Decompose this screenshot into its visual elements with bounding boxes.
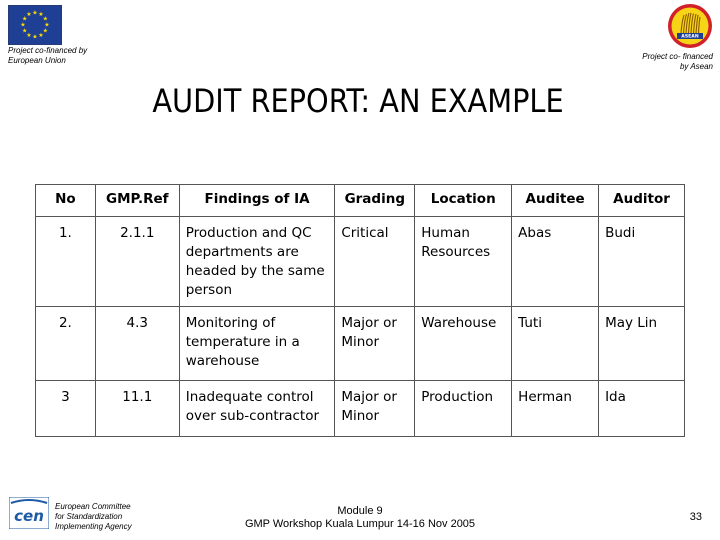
footer	[200, 505, 520, 531]
asean-caption	[593, 52, 713, 72]
cell-location: Human Resources	[415, 217, 512, 307]
header-auditor: Auditor	[599, 185, 685, 217]
cen-caption-line3: Implementing Agency	[55, 522, 132, 531]
cen-caption-line2: for Standardization	[55, 512, 123, 521]
cen-logo-text: cen	[14, 507, 44, 525]
cell-grading: Major or Minor	[335, 307, 415, 381]
cell-gmp-ref: 11.1	[95, 381, 179, 437]
table-row	[36, 307, 685, 381]
footer-workshop: GMP Workshop Kuala Lumpur 14-16 Nov 2005	[244, 518, 476, 530]
header-gmp-ref: GMP.Ref	[95, 185, 179, 217]
svg-text:★: ★	[20, 21, 26, 29]
header-location: Location	[415, 185, 512, 217]
cell-no: 3	[36, 381, 96, 437]
cell-auditee: Herman	[512, 381, 599, 437]
header-auditee: Auditee	[512, 185, 599, 217]
svg-text:★: ★	[22, 27, 28, 35]
svg-text:★: ★	[22, 15, 28, 23]
table-row	[36, 381, 685, 437]
cell-location: Warehouse	[415, 307, 512, 381]
cell-findings: Inadequate control over sub-contractor	[179, 381, 335, 437]
cell-auditee: Tuti	[512, 307, 599, 381]
cen-caption-line1: European Committee	[55, 502, 131, 511]
svg-text:★: ★	[32, 33, 38, 41]
table-row	[36, 217, 685, 307]
asean-caption-line1: Project co- financed	[642, 52, 713, 61]
cell-no: 2.	[36, 307, 96, 381]
table-header-row	[36, 185, 685, 217]
cell-findings: Monitoring of temperature in a warehouse	[179, 307, 335, 381]
svg-text:★: ★	[38, 11, 44, 18]
header-findings: Findings of IA	[179, 185, 335, 217]
page-title: AUDIT REPORT: AN EXAMPLE	[152, 82, 564, 120]
header-grading: Grading	[335, 185, 415, 217]
cell-no: 1.	[36, 217, 96, 307]
asean-logo-icon	[667, 3, 713, 49]
cell-findings: Production and QC departments are headed by the same person	[179, 217, 335, 307]
cell-grading: Major or Minor	[335, 381, 415, 437]
footer-module: Module 9	[337, 505, 383, 517]
header-no: No	[36, 185, 96, 217]
svg-text:★: ★	[26, 32, 32, 39]
svg-text:★: ★	[32, 9, 38, 17]
cell-auditor: Ida	[599, 381, 685, 437]
svg-text:★: ★	[42, 15, 48, 23]
cell-auditor: Budi	[599, 217, 685, 307]
eu-flag-icon	[8, 5, 62, 45]
cell-auditee: Abas	[512, 217, 599, 307]
svg-text:★: ★	[44, 21, 50, 29]
cell-location: Production	[415, 381, 512, 437]
eu-caption: Project co-financed by European Union	[8, 46, 88, 65]
cell-grading: Critical	[335, 217, 415, 307]
cell-gmp-ref: 4.3	[95, 307, 179, 381]
asean-logo-text: ASEAN	[681, 34, 699, 40]
page-number: 33	[689, 511, 702, 523]
cen-logo-icon	[9, 497, 49, 529]
cell-gmp-ref: 2.1.1	[95, 217, 179, 307]
svg-text:★: ★	[42, 27, 48, 35]
audit-table	[35, 184, 685, 437]
svg-text:★: ★	[26, 11, 32, 18]
cell-auditor: May Lin	[599, 307, 685, 381]
asean-caption-line2: by Asean	[679, 62, 713, 71]
svg-text:★: ★	[38, 32, 44, 39]
cen-caption	[55, 502, 175, 532]
